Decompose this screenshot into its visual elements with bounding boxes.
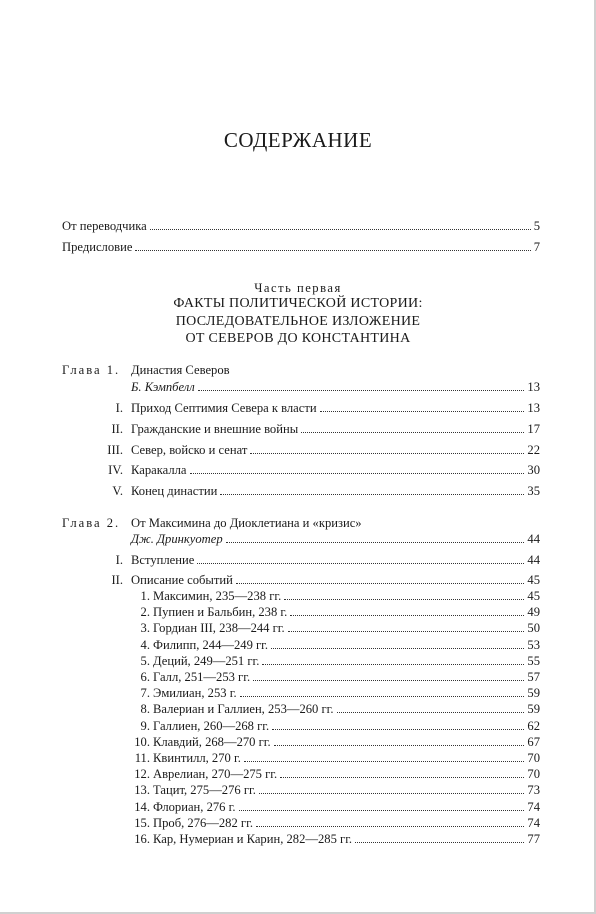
part-heading-line: ФАКТЫ ПОЛИТИЧЕСКОЙ ИСТОРИИ: [173,296,423,311]
leader-dots [259,782,525,794]
page-number: 5 [533,219,540,233]
leader-dots [301,421,524,433]
author-name: Б. Кэмпбелл [131,380,195,394]
section-label: Описание событий [131,573,233,587]
subsection-label: Галл, 251—253 гг. [153,670,251,684]
section-number: IV. [108,463,123,477]
toc-subsection[interactable] [153,588,540,604]
page-number: 45 [527,573,540,587]
section-number: II. [111,422,123,436]
toc-subsection[interactable] [153,701,540,717]
subsection-number: 1. [140,589,150,603]
subsection-label: Деций, 249—251 гг. [153,653,260,668]
page-number: 7 [533,240,540,254]
subsection-number: 15. [134,815,150,830]
subsection-number: 13. [134,783,150,798]
subsection-label: Галлиен, 260—268 гг. [153,718,270,733]
subsection-number: 3. [140,621,150,636]
page-number: 49 [527,605,540,620]
subsection-number: 16. [134,832,150,846]
subsection-label: Тацит, 275—276 гг. [153,783,256,798]
page-number: 17 [527,422,540,436]
subsection-number: 2. [140,605,150,620]
page-number: 57 [527,670,540,684]
leader-dots [220,483,524,495]
page-number: 35 [527,484,540,498]
leader-dots [250,442,524,454]
page-number: 70 [527,751,540,765]
leader-dots [337,701,525,713]
toc-subsection[interactable] [153,637,540,653]
page-number: 55 [527,653,540,668]
chapter-title-text: Династия Северов [131,363,230,377]
leader-dots [271,637,524,649]
leader-dots [253,669,524,681]
page-number: 13 [527,401,540,415]
subsection-number: 12. [134,767,150,782]
page-number: 77 [527,832,540,846]
section-label: Конец династии [131,484,218,498]
toc-section[interactable] [131,462,540,478]
section-label: Гражданские и внешние войны [131,422,299,436]
page-number: 30 [527,463,540,477]
subsection-number: 6. [140,670,150,684]
subsection-number: 5. [140,653,150,668]
leader-dots [135,239,530,251]
section-number: II. [111,573,123,587]
page-number: 45 [527,589,540,603]
part-label: Часть первая [254,281,342,295]
leader-dots [320,400,525,412]
toc-entry-preface[interactable] [62,239,540,255]
page-number: 74 [527,815,540,830]
toc-subsection[interactable] [153,604,540,620]
leader-dots [280,766,524,778]
leader-dots [284,588,524,600]
leader-dots [236,572,525,584]
page-number: 70 [527,767,540,782]
page-number: 22 [527,443,540,457]
subsection-label: Аврелиан, 270—275 гг. [153,767,278,782]
subsection-number: 7. [140,686,150,701]
leader-dots [198,379,525,391]
chapter-title[interactable] [131,362,540,378]
toc-subsection[interactable] [153,685,540,701]
leader-dots [256,815,524,827]
subsection-number: 14. [134,799,150,814]
leader-dots [150,218,531,230]
leader-dots [290,604,524,616]
toc-subsection[interactable] [153,766,540,782]
toc-subsection[interactable] [153,718,540,734]
subsection-number: 4. [140,637,150,652]
page-number: 53 [527,637,540,652]
leader-dots [274,734,525,746]
page-title: СОДЕРЖАНИЕ [223,128,373,152]
toc-section[interactable] [131,442,540,458]
chapter-author-entry[interactable] [131,531,540,547]
toc-section[interactable] [131,400,540,416]
page-number: 67 [527,734,540,749]
subsection-number: 8. [140,702,150,717]
chapter-label: Глава 2. [62,516,121,530]
toc-entry-label: Предисловие [62,240,133,254]
section-label: Север, войско и сенат [131,443,248,457]
section-number: V. [112,484,123,498]
page-number: 59 [527,686,540,701]
section-number: I. [115,553,123,567]
subsection-number: 11. [134,751,150,765]
leader-dots [272,718,524,730]
part-heading-line: ПОСЛЕДОВАТЕЛЬНОЕ ИЗЛОЖЕНИЕ [175,314,421,329]
section-label: Каракалла [131,463,187,477]
toc-section[interactable] [131,572,540,588]
toc-subsection[interactable] [153,799,540,815]
toc-subsection[interactable] [153,750,540,766]
page-number: 50 [527,621,540,636]
leader-dots [244,750,525,762]
chapter-label: Глава 1. [62,363,121,377]
page-number: 59 [527,702,540,717]
section-label: Приход Септимия Севера к власти [131,401,317,415]
subsection-number: 9. [140,718,150,733]
leader-dots [240,685,525,697]
subsection-label: Филипп, 244—249 гг. [153,637,269,652]
page-number: 44 [527,532,540,546]
section-number: I. [115,401,123,415]
subsection-label: Клавдий, 268—270 гг. [153,734,271,749]
toc-entry-label: От переводчика [62,219,147,233]
leader-dots [226,531,525,543]
toc-subsection[interactable] [153,815,540,831]
toc-subsection[interactable] [153,653,540,669]
toc-subsection[interactable] [153,734,540,750]
leader-dots [355,831,524,843]
toc-subsection[interactable] [153,620,540,636]
page-number: 74 [527,799,540,814]
toc-subsection[interactable] [153,669,540,685]
section-label: Вступление [131,553,195,567]
chapter-title-text: От Максимина до Диоклетиана и «кризис» [131,516,362,530]
subsection-label: Квинтилл, 270 г. [153,751,241,765]
toc-subsection[interactable] [153,782,540,798]
subsection-label: Эмилиан, 253 г. [153,686,237,701]
subsection-label: Флориан, 276 г. [153,799,236,814]
author-name: Дж. Дринкуотер [131,532,223,546]
subsection-label: Максимин, 235—238 гг. [153,589,282,603]
chapter-author-entry[interactable] [131,379,540,395]
leader-dots [197,552,524,564]
toc-section[interactable] [131,483,540,499]
page-number: 44 [527,553,540,567]
part-heading-line: ОТ СЕВЕРОВ ДО КОНСТАНТИНА [185,331,411,346]
toc-section[interactable] [131,552,540,568]
section-number: III. [107,443,123,457]
leader-dots [190,462,525,474]
page-number: 62 [527,718,540,733]
toc-entry-translator[interactable] [62,218,540,234]
leader-dots [288,620,525,632]
subsection-label: Проб, 276—282 гг. [153,815,253,830]
subsection-label: Гордиан III, 238—244 гг. [153,621,285,636]
subsection-label: Валериан и Галлиен, 253—260 гг. [153,702,334,717]
subsection-label: Пупиен и Бальбин, 238 г. [153,605,288,620]
leader-dots [262,653,524,665]
leader-dots [239,799,525,811]
page-number: 13 [527,380,540,394]
chapter-title[interactable] [131,515,540,531]
toc-subsection[interactable] [153,831,540,847]
subsection-number: 10. [134,734,150,749]
toc-section[interactable] [131,421,540,437]
subsection-label: Кар, Нумериан и Карин, 282—285 гг. [153,832,353,846]
page-number: 73 [527,783,540,798]
